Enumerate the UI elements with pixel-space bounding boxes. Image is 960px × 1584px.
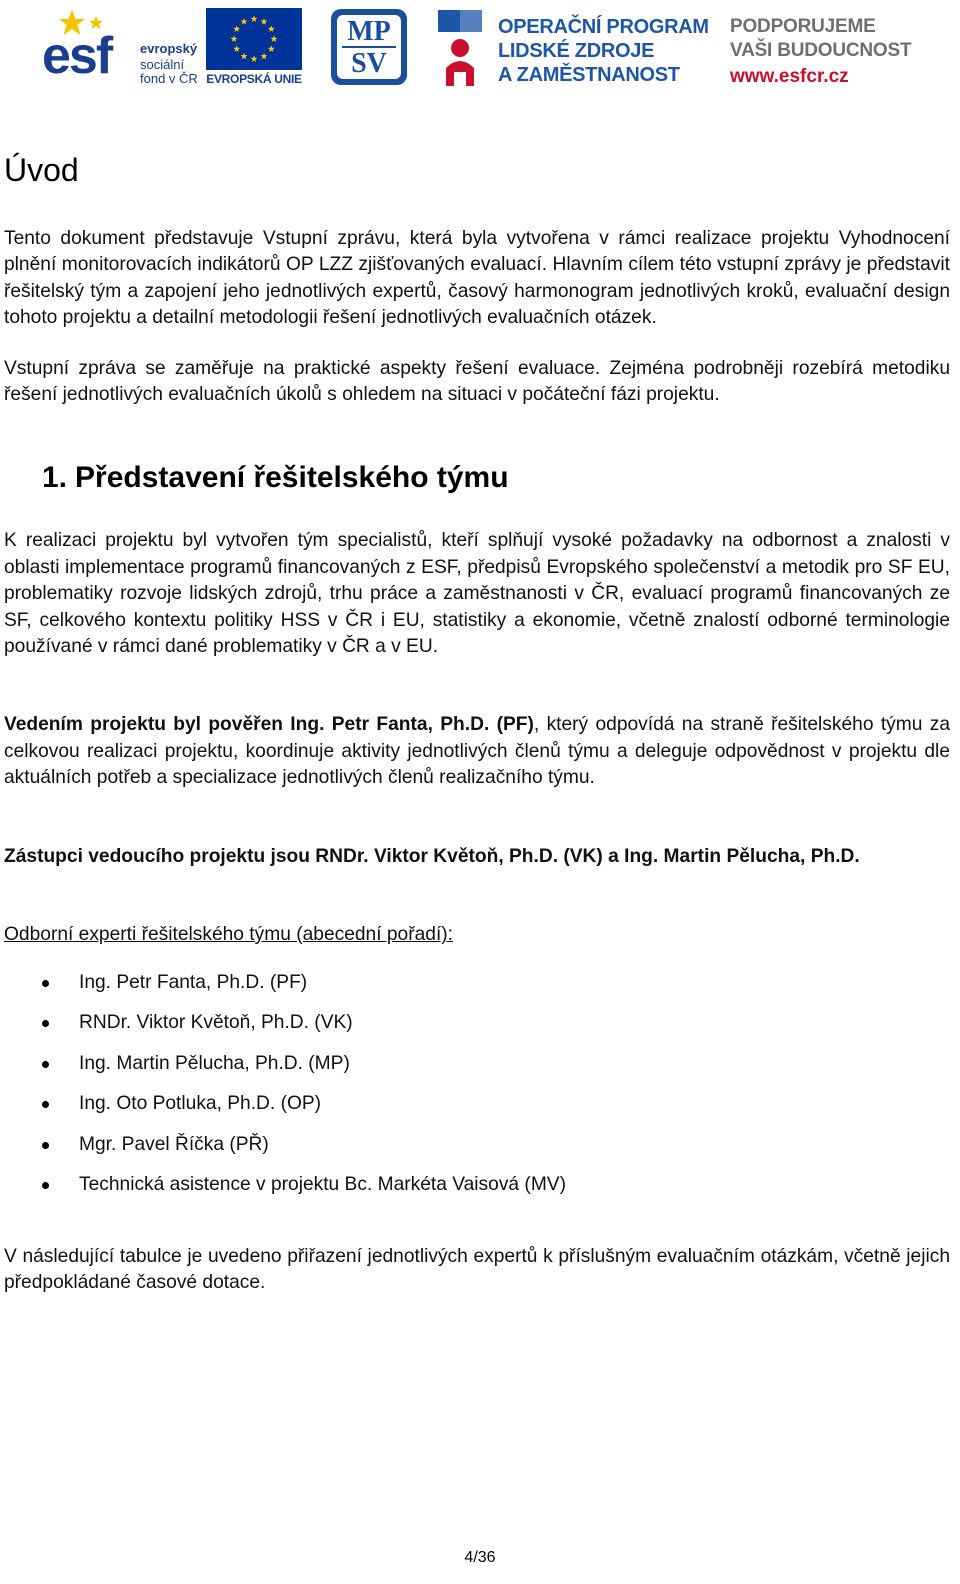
esf-line-1: evropský — [140, 41, 198, 56]
eu-flag-icon — [206, 8, 302, 70]
list-item — [4, 963, 950, 1004]
podporujeme-logo — [730, 10, 950, 90]
lead-paragraph — [4, 712, 950, 791]
bullet-icon — [42, 1020, 49, 1027]
person-icon — [436, 8, 492, 88]
expert-name: Mgr. Pavel Říčka (PŘ) — [79, 1133, 269, 1155]
eu-flag-logo — [206, 8, 302, 86]
mpsv-top: MP — [347, 16, 391, 47]
list-item — [4, 1003, 950, 1044]
experts-list — [4, 963, 950, 1206]
op-line-1: OPERAČNÍ PROGRAM — [498, 16, 709, 38]
expert-name: Ing. Oto Potluka, Ph.D. (OP) — [79, 1093, 322, 1114]
section-1-title: Představení řešitelského týmu — [75, 461, 509, 495]
esf-logo-text: esf — [42, 27, 112, 85]
esf-logo — [42, 8, 202, 86]
team-paragraph: K realizaci projektu byl vytvořen tým specialistů, kteří splňují vysoké požadavky na odbornost a znalosti v oblasti implementace programů financovaných z ESF, předpisů Evropského společenství a metodik pro SF EU, problematiky rozvoje lidských zdrojů, trhu práce a zaměstnanosti v ČR, evaluací programů financovaných ze SF, celkového kontextu politiky HSS v ČR i EU, statistiky a ekonomie, včetně znalostí odborné terminologie používané v rámci dané problematiky v ČR a v EU. — [4, 530, 950, 658]
bullet-icon — [42, 1101, 49, 1108]
intro-paragraph-2: Vstupní zpráva se zaměřuje na praktické aspekty řešení evaluace. Zejména podrobněji rozebírá metodiku řešení jednotlivých evaluačních úkolů s ohledem na situaci v počáteční fázi projektu. — [4, 357, 950, 406]
eu-label: EVROPSKÁ UNIE — [206, 72, 302, 86]
esf-line-2: sociální — [140, 57, 185, 72]
page-number: 4/36 — [464, 1549, 496, 1566]
list-item — [4, 1125, 950, 1166]
lead-bold: Vedením projektu byl pověřen Ing. Petr Fanta, Ph.D. (PF) — [4, 714, 534, 736]
podporujeme-line-2: VAŠI BUDOUCNOST — [730, 40, 912, 61]
podporujeme-line-1: PODPORUJEME — [730, 16, 876, 37]
deputies-paragraph: Zástupci vedoucího projektu jsou RNDr. Viktor Květoň, Ph.D. (VK) a Ing. Martin Pělucha, Ph.D. — [4, 845, 860, 867]
bullet-icon — [42, 980, 49, 987]
mpsv-bottom: SV — [351, 48, 387, 79]
expert-name: RNDr. Viktor Květoň, Ph.D. (VK) — [79, 1012, 353, 1033]
lead-rest: , který odpovídá na straně řešitelského týmu za celkovou realizaci projektu, koordinuje aktivity jednotlivých členů týmu a deleguje odpovědnost v projektu dle aktuálních potřeb a specializace jednotlivých členů realizačního týmu. — [4, 714, 950, 789]
list-item — [4, 1165, 950, 1206]
document-body — [4, 150, 950, 1296]
op-line-2: LIDSKÉ ZDROJE — [498, 40, 655, 62]
expert-name: Technická asistence v projektu Bc. Markéta Vaisová (MV) — [79, 1174, 566, 1195]
experts-list-title: Odborní experti řešitelského týmu (abecední pořadí): — [4, 924, 454, 946]
intro-heading: Úvod — [4, 152, 79, 188]
mpsv-logo — [330, 8, 408, 86]
bullet-icon — [42, 1142, 49, 1149]
table-intro-paragraph: V následující tabulce je uvedeno přiřazení jednotlivých expertů k příslušným evaluačním otázkám, včetně jejich předpokládané časové dotace. — [4, 1245, 950, 1293]
esfcr-web-link[interactable]: www.esfcr.cz — [730, 66, 849, 87]
intro-paragraph-1: Tento dokument představuje Vstupní zprávu, která byla vytvořena v rámci realizace projektu Vyhodnocení plnění monitorovacích indikátorů OP LZZ zjišťovaných evaluací. Hlavním cílem této vstupní zprávy je představit řešitelský tým a zapojení jeho jednotlivých expertů, časový harmonogram jednotlivých kroků, evaluační design tohoto projektu a detailní metodologii řešení jednotlivých evaluačních otázek. — [4, 228, 950, 329]
expert-name: Ing. Petr Fanta, Ph.D. (PF) — [79, 971, 308, 993]
op-line-3: A ZAMĚSTNANOST — [498, 64, 680, 86]
op-lzz-logo — [436, 8, 716, 88]
list-item — [4, 1084, 950, 1125]
list-item — [4, 1044, 950, 1085]
expert-name: Ing. Martin Pělucha, Ph.D. (MP) — [79, 1052, 350, 1074]
header-logo-bar — [0, 0, 960, 100]
section-1-number: 1. — [42, 461, 68, 495]
esf-line-3: fond v ČR — [140, 71, 198, 86]
section-1-heading — [42, 458, 950, 498]
bullet-icon — [42, 1061, 49, 1068]
bullet-icon — [42, 1182, 49, 1189]
